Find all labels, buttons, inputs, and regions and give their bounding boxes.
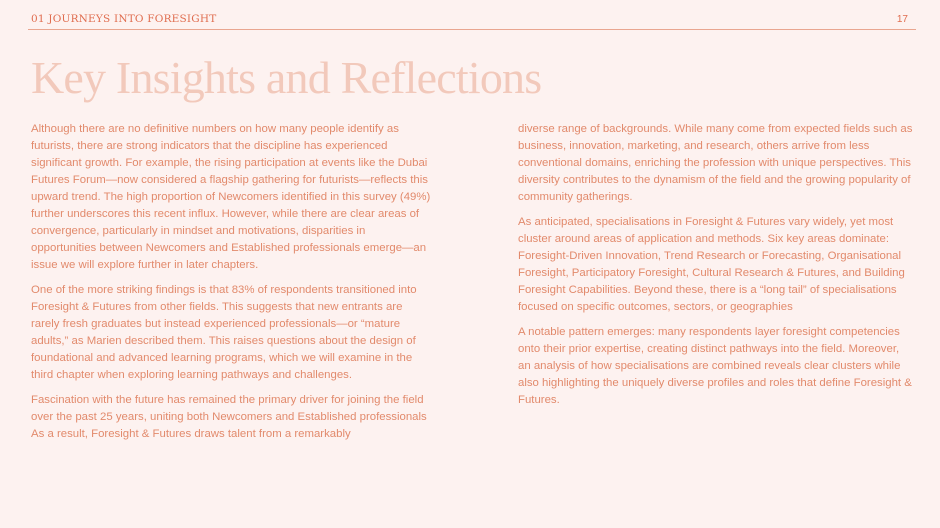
page-title: Key Insights and Reflections xyxy=(31,52,542,103)
left-column xyxy=(31,121,431,451)
paragraph: diverse range of backgrounds. While many come from expected fields such as business, innovation, marketing, and research, others arrive from less conventional domains, enriching the profession with unique perspectives. This diversity contributes to the dynamism of the field and the growing popularity of community gatherings. xyxy=(518,123,913,203)
right-column xyxy=(518,121,913,417)
paragraph: As anticipated, specialisations in Foresight & Futures vary widely, yet most cluster around areas of application and methods. Six key areas dominate: Foresight-Driven Innovation, Trend Research or Forecasting, Organisational Foresight, Participatory Foresight, Cultural Research & Futures, and Building Foresight Capabilities. Beyond these, there is a “long tail” of specialisations focused on specific outcomes, sectors, or geographies xyxy=(518,216,905,313)
paragraph: Fascination with the future has remained the primary driver for joining the field over the past 25 years, uniting both Newcomers and Established professionals As a result, Foresight & Futures draws talent from a remarkably xyxy=(31,394,427,440)
section-label: 01 JOURNEYS INTO FORESIGHT xyxy=(31,13,217,25)
paragraph: Although there are no definitive numbers on how many people identify as futurists, there are strong indicators that the discipline has experienced significant growth. For example, the rising participation at events like the Dubai Futures Forum—now considered a flagship gathering for futurists—reflects this upward trend. The high proportion of Newcomers identified in this survey (49%) further underscores this recent influx. However, while there are clear areas of convergence, particularly in mindset and motivations, disparities in opportunities between Newcomers and Established professionals emerge—an issue we will explore further in later chapters. xyxy=(31,123,431,271)
paragraph: A notable pattern emerges: many respondents layer foresight competencies onto their prior expertise, creating distinct pathways into the field. Moreover, an analysis of how specialisations are combined reveals clear clusters while also highlighting the uniquely diverse profiles and roles that define Foresight & Futures. xyxy=(518,326,912,406)
paragraph: One of the more striking findings is that 83% of respondents transitioned into Foresight & Futures from other fields. This suggests that new entrants are rarely fresh graduates but instead experienced professionals—or “mature adults,” as Marien described them. This raises questions about the design of foundational and advanced learning programs, which we will examine in the third chapter when exploring learning pathways and challenges. xyxy=(31,284,417,381)
page-number: 17 xyxy=(896,14,908,25)
page-header xyxy=(28,11,916,30)
